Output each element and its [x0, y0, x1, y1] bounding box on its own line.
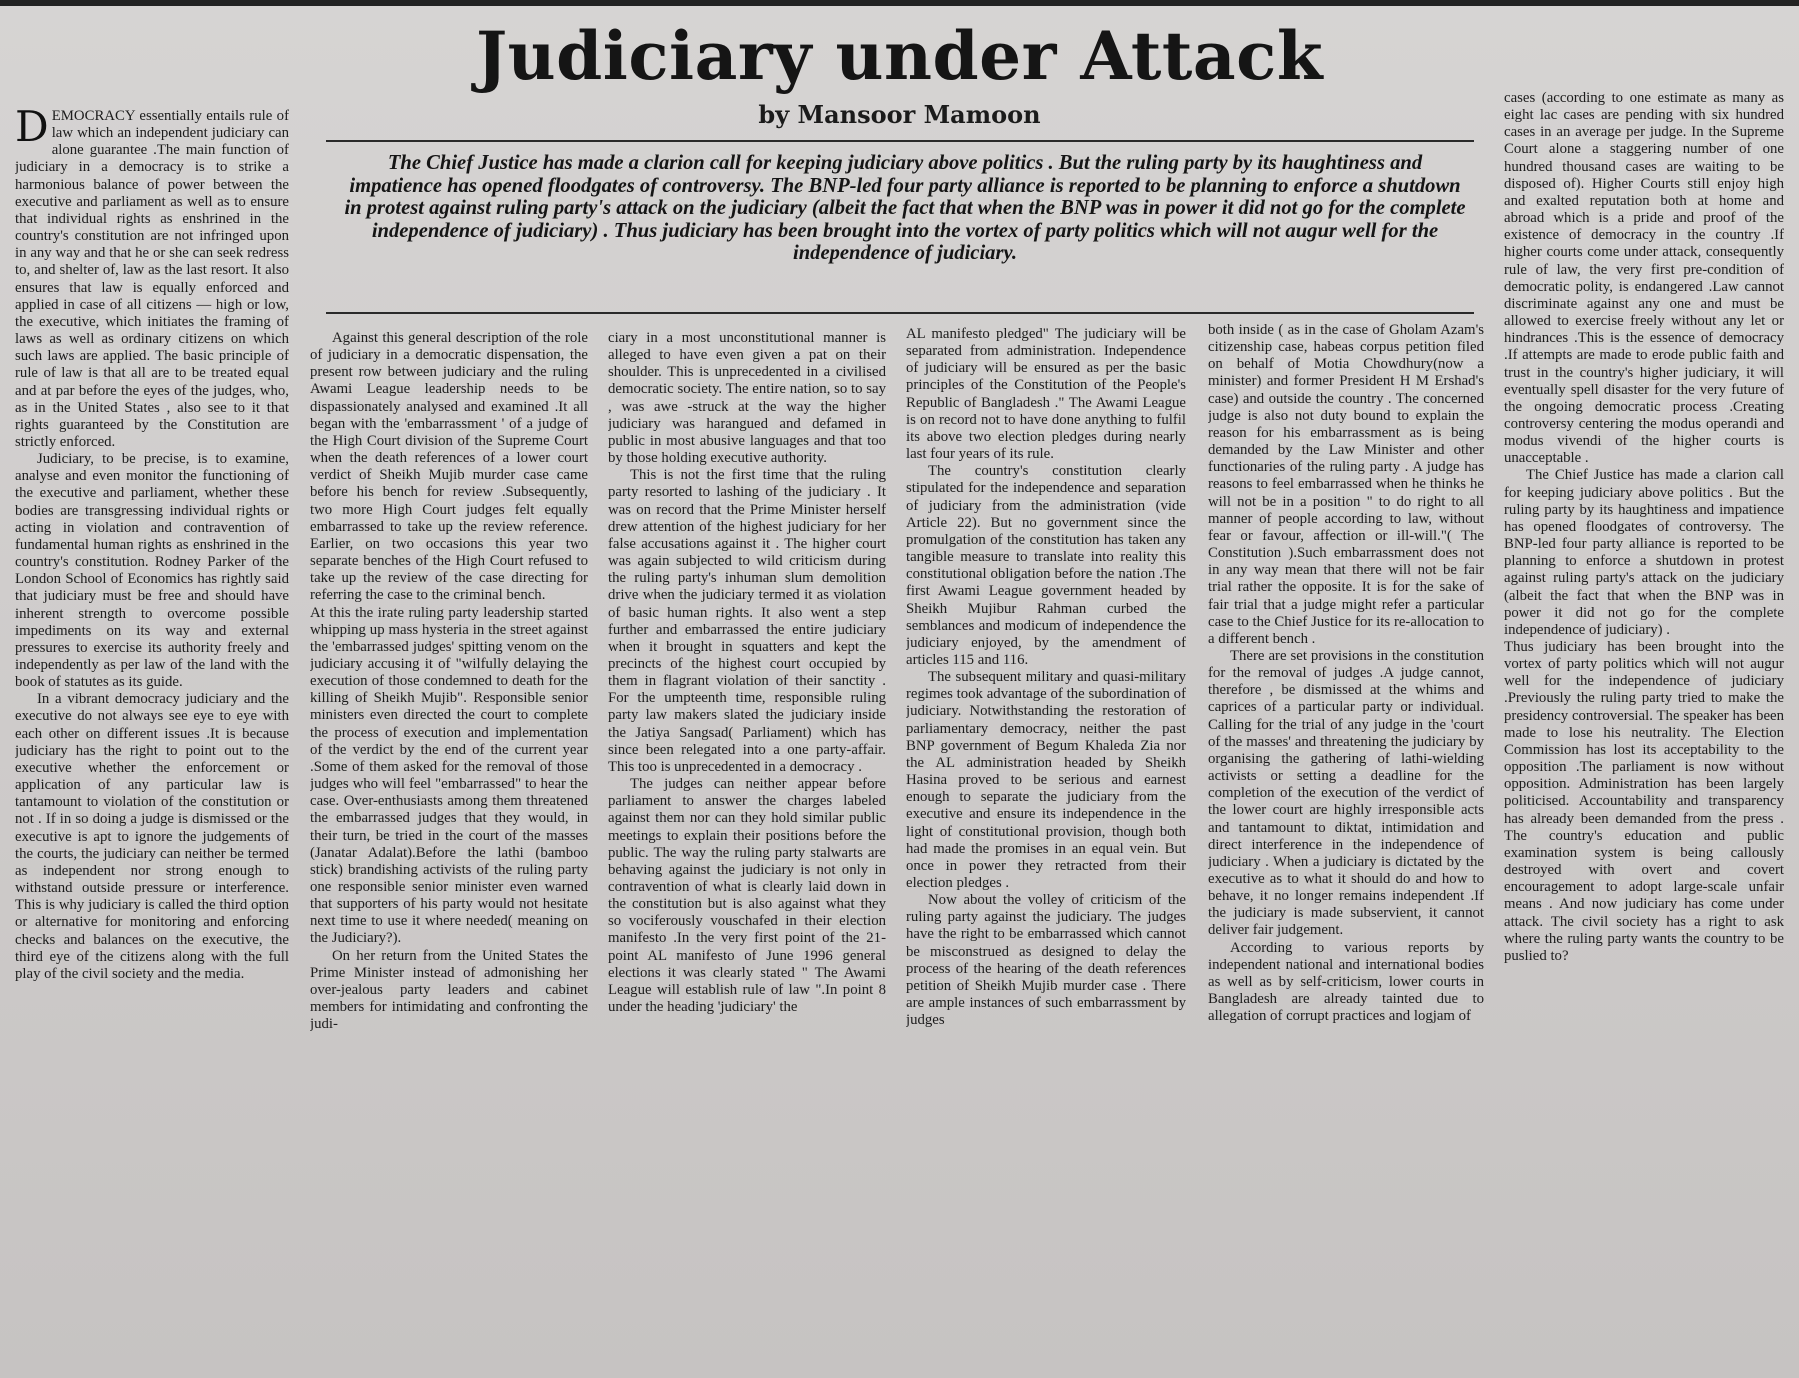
- column-2-paragraph-3: On her return from the United States the Prime Minister instead of admonishing her over-jealous party leaders and cabinet members for intimidating and confronting the judi-: [310, 947, 588, 1033]
- column-5-paragraph-3: According to various reports by independent national and international bodies as well as by self-criticism, lower courts in Bangladesh are already tainted due to allegation of corrupt practices and logjam of: [1208, 939, 1484, 1025]
- column-3-paragraph-1: ciary in a most unconstitutional manner is alleged to have even given a pat on their shoulder. This is unprecedented in a civilised democratic society. The entire nation, so to say , was awe -struck at the way the higher judiciary was harangued and defamed in public in most abusive languages and that too by those holding executive authority.: [608, 330, 886, 467]
- article-column-1: [15, 108, 289, 1370]
- column-1-paragraph-1: DEMOCRACY essentially entails rule of law which an independent judiciary can alone guarantee .The main function of judiciary in a democracy is to strike a harmonious balance of power between the executive and parliament as well as to ensure that individual rights as enshrined in the country's constitution are not infringed upon in any way and that he or she can seek redress to, and shelter of, law as the last resort. It also ensures that law is equally enforced and applied in case of all citizens — high or low, the executive, which initiates the framing of laws as well as ordinary citizens on which such laws are applied. The basic principle of rule of law is that all are to be treated equal and at par before the eyes of the judges, who, as in the United States , also see to it that rights guaranteed by the Constitution are strictly enforced.: [15, 108, 289, 450]
- column-4-paragraph-2: The country's constitution clearly stipulated for the independence and separation of judiciary from the administration (vide Article 22). But no government since the promulgation of the constitution has taken any tangible measure to translate into reality this constitutional obligation before the nation .The first Awami League government headed by Sheikh Mujibur Rahman curbed the semblances and modicum of independence the judiciary enjoyed, by the amendment of articles 115 and 116.: [906, 463, 1186, 668]
- column-3-paragraph-3: The judges can neither appear before parliament to answer the charges labeled against them nor can they hold similar public meetings to explain their positions before the public. The way the ruling party stalwarts are behaving against the judiciary is not only in contravention of what is clearly laid down in the constitution but is also against what they so vociferously vouschafed in their election manifesto .In the very first point of the 21-point AL manifesto of June 1996 general elections it was clearly stated " The Awami League will establish rule of law ".In point 8 under the heading 'judiciary' the: [608, 776, 886, 1016]
- column-5-paragraph-2: There are set provisions in the constitution for the removal of judges .A judge cannot, therefore , be dismissed at the whims and caprices of a particular party or individual. Calling for the trial of any judge in the 'court of the masses' and threatening the judiciary by organising the gathering of lathi-wielding activists or setting a deadline for the completion of the execution of the verdict of the lower court are highly irresponsible acts and tantamount to diktat, intimidation and direct interference in the independence of judiciary . When a judiciary is dictated by the executive as to what it should do and how to behave, it no longer remains independent .If the judiciary is made subservient, it cannot deliver fair judgement.: [1208, 647, 1484, 939]
- top-border: [0, 0, 1799, 6]
- column-3-paragraph-2: This is not the first time that the ruling party resorted to lashing of the judiciary . It was on record that the Prime Minister herself drew attention of the highest judiciary for her false accusations against it . The higher court was again subjected to wild criticism during the ruling party's inhuman slum demolition drive when the judiciary termed it as violation of basic human rights. It also went a step further and embarrassed the entire judiciary when it brought in squatters and kept the precincts of the highest court occupied by them in flagrant violation of their sanctity . For the umpteenth time, responsible ruling party law makers slated the judiciary inside the Jatiya Sangsad( Parliament) which has since been relegated into a one party-affair. This too is unprecedented in a democracy .: [608, 467, 886, 775]
- article-column-3: [608, 330, 886, 1370]
- drop-cap: D: [15, 108, 49, 151]
- column-6-paragraph-3: Thus judiciary has been brought into the vortex of party politics which will not augur well for the independence of judiciary .Previously the ruling party tried to make the presidency controversial. The speaker has been made to lose his neutrality. The Election Commission has lost its acceptability to the opposition .The parliament is now without opposition. Administration has been largely politicised. Accountability and transparency has already been demanded from the press . The country's education and public examination system is being callously destroyed with overt and covert encouragement to adopt large-scale unfair means . And now judiciary has come under attack. The civil society has a right to ask where the ruling party wants the country to be puslied to?: [1504, 639, 1784, 964]
- column-4-paragraph-3: The subsequent military and quasi-military regimes took advantage of the subordination of judiciary. Notwithstanding the restoration of parliamentary democracy, neither the past BNP government of Begum Khaleda Zia nor the AL administration headed by Sheikh Hasina proved to be serious and earnest enough to separate the judiciary from the executive and ensure its independence in the light of constitutional provision, though both had made the promises in an equal vein. But once in power they retracted from their election pledges .: [906, 669, 1186, 891]
- column-1-paragraph-2: Judiciary, to be precise, is to examine, analyse and even monitor the functioning of the executive and parliament, whether these bodies are transgressing individual rights or acting in violation and contravention of fundamental human rights as enshrined in the country's constitution. Rodney Parker of the London School of Economics has rightly said that judiciary must be free and should have inherent strength to overcome possible impediments on its way and external pressures to exercise its authority freely and independently as per law of the land with the book of statutes as its guide.: [15, 451, 289, 691]
- article-column-5: [1208, 322, 1484, 1370]
- standfirst: The Chief Justice has made a clarion call for keeping judiciary above politics . But the ruling party by its haughtiness and impatience has opened floodgates of controversy. The BNP-led four party alliance is reported to be planning to enforce a shutdown in protest against ruling party's attack on the judiciary (albeit the fact that when the BNP was in power it did not go for the complete independence of judiciary) . Thus judiciary has been brought into the vortex of party politics which will not augur well for the independence of judiciary.: [344, 152, 1466, 265]
- column-4-paragraph-1: AL manifesto pledged" The judiciary will be separated from administration. Independence of judiciary will be ensured as per the basic principles of the Constitution of the People's Republic of Bangladesh ." The Awami League is on record not to have done anything to fulfil its above two election pledges during nearly last four years of its rule.: [906, 326, 1186, 463]
- column-6-paragraph-1: cases (according to one estimate as many as eight lac cases are pending with six hundred cases in an average per judge. In the Supreme Court alone a staggering number of one hundred thousand cases are waiting to be disposed of). Higher Courts still enjoy high and exalted reputation both at home and abroad which is a pride and proof of the existence of democracy in the country .If higher courts come under attack, consequently rule of law, the very first pre-condition of democratic polity, is endangered .Law cannot discriminate against any one and must be allowed to exercise freely without any let or hindrances .This is the essence of democracy .If attempts are made to erode public faith and trust in the country's higher judiciary, it will eventually spell disaster for the very future of the ongoing democratic process .Creating controversy centering the modus operandi and modus vivendi of the higher courts is unacceptable .: [1504, 90, 1784, 467]
- column-1-paragraph-3: In a vibrant democracy judiciary and the executive do not always see eye to eye with each other on different issues .It is because judiciary has the right to point out to the executive whether the enforcement or application of any particular law is tantamount to violation of the constitution or not . If in so doing a judge is dismissed or the executive is apt to ignore the judgements of the courts, the judiciary can neither be termed as independent nor strong enough to withstand outside pressure or interference. This is why judiciary is called the third option or alternative for monitoring and enforcing checks and balances on the executive, the third eye of the citizens along with the full play of the civil society and the media.: [15, 691, 289, 982]
- column-6-paragraph-2: The Chief Justice has made a clarion call for keeping judiciary above politics . But the ruling party by its haughtiness and impatience has opened floodgates of controversy. The BNP-led four party alliance is reported to be planning to enforce a shutdown in protest against ruling party's attack on the judiciary (albeit the fact that when the BNP was in power it did not go for the complete independence of judiciary) .: [1504, 467, 1784, 638]
- article-column-6: [1504, 90, 1784, 1370]
- article-column-2: [310, 330, 588, 1370]
- column-2-paragraph-2: At this the irate ruling party leadership started whipping up mass hysteria in the street against the 'embarrassed judges' spitting venom on the judiciary accusing it of "wilfully delaying the execution of those condemned to death for the killing of Sheikh Mujib". Responsible senior ministers even directed the court to complete the process of execution and implementation of the verdict by the end of the current year .Some of them asked for the removal of those judges who will feel "embarrassed" to hear the case. Over-enthusiasts among them threatened the embarrassed judges that they would, in their turn, be tried in the court of the masses (Janatar Adalat).Before the lathi (bamboo stick) brandishing activists of the ruling party one responsible senior minister even warned that supporters of his party would not hesitate next time to use it where needed( meaning on the Judiciary?).: [310, 604, 588, 947]
- standfirst-top-rule: [326, 140, 1474, 142]
- headline: Judiciary under Attack: [475, 17, 1324, 95]
- column-2-paragraph-1: Against this general description of the role of judiciary in a democratic dispensation, the present row between judiciary and the ruling Awami League leadership needs to be dispassionately analysed and examined .It all began with the 'embarrassment ' of a judge of the High Court division of the Supreme Court when the death references of a lower court verdict of Sheikh Mujib murder case came before his bench for review .Subsequently, two more High Court judges felt equally embarrassed to take up the review reference. Earlier, on two occasions this year two separate benches of the High Court refused to take up the review of the case directing for referring the case to the criminal bench.: [310, 330, 588, 604]
- column-4-paragraph-4: Now about the volley of criticism of the ruling party against the judiciary. The judges have the right to be embarrassed which cannot be misconstrued as designed to delay the process of the hearing of the death references petition of Sheikh Mujib murder case . There are ample instances of such embarrassment by judges: [906, 892, 1186, 1029]
- byline: by Mansoor Mamoon: [758, 100, 1041, 129]
- standfirst-bottom-rule: [326, 312, 1474, 314]
- column-5-paragraph-1: both inside ( as in the case of Gholam Azam's citizenship case, habeas corpus petition filed on behalf of Motia Chowdhury(now a minister) and former President H M Ershad's case) and outside the country . The concerned judge is also not duty bound to explain the reason for his embarrassment as is being demanded by the Law Minister and other functionaries of the ruling party . A judge has reasons to feel embarrassed when he thinks he will not be in a position " to do right to all manner of people according to law, without fear or favour, affection or ill-will."( The Constitution ).Such embarrassment does not in any way mean that there will not be fair trial rather the opposite. It is for the sake of fair trial that a judge might refer a particular case to the Chief Justice for its re-allocation to a different bench .: [1208, 322, 1484, 647]
- article-column-4: [906, 326, 1186, 1370]
